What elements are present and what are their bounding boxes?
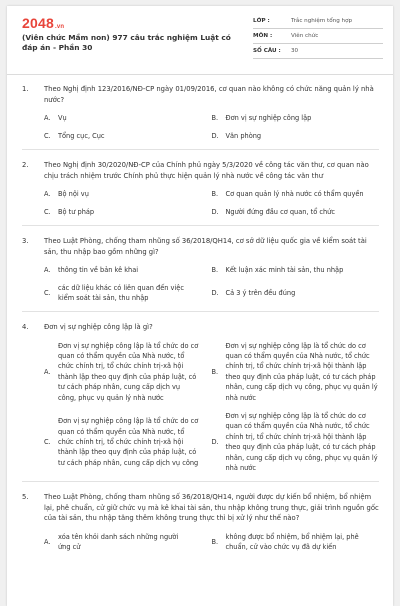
option-a[interactable]: A. xóa tên khỏi danh sách những người ứng cử — [44, 532, 179, 551]
question-divider — [22, 311, 379, 312]
option-a[interactable]: A. Bộ nội vụ — [44, 190, 89, 198]
option-b[interactable]: B. Đơn vị sự nghiệp công lập là tổ chức do cơ quan có thẩm quyền của Nhà nước, tổ chức chính trị, tổ chức chính trị-xã hội thành lập theo quy định của pháp luật, có tư cách pháp nhân, cung cấp dịch vụ công, phục vụ quản lý nhà nước — [211, 341, 378, 402]
option-c[interactable]: C. các dữ liệu khác có liên quan đến việc kiểm soát tài sản, thu nhập — [44, 284, 184, 302]
options — [22, 113, 379, 141]
option-d[interactable]: D. Người đứng đầu cơ quan, tổ chức — [211, 208, 335, 216]
option-b[interactable]: B. Kết luận xác minh tài sản, thu nhập — [211, 266, 344, 274]
question-4 — [7, 322, 393, 482]
option-a[interactable]: A. Vụ — [44, 114, 67, 122]
question-text: 3. Theo Luật Phòng, chống tham nhũng số 36/2018/QH14, cơ sở dữ liệu quốc gia về kiểm soát tài sản, thu nhập bao gồm những gì? — [22, 237, 367, 256]
option-c[interactable]: C. Đơn vị sự nghiệp công lập là tổ chức do cơ quan có thẩm quyền của Nhà nước, tổ chức chính trị, tổ chức chính trị-xã hội thành lập theo quy định của pháp luật, có tư cách pháp nhân, cung cấp dịch vụ công — [44, 417, 199, 467]
question-1 — [7, 84, 393, 150]
option-b[interactable]: B. Cơ quan quản lý nhà nước có thẩm quyền — [211, 190, 364, 198]
option-b[interactable]: B. Đơn vị sự nghiệp công lập — [211, 114, 312, 122]
question-5 — [7, 492, 393, 552]
options — [22, 532, 379, 552]
question-text: 4. Đơn vị sự nghiệp công lập là gì? — [22, 323, 153, 331]
document-title: (Viên chức Mầm non) 977 câu trắc nghiệm Luật có đáp án - Phần 30 — [22, 33, 231, 52]
site-logo[interactable]: 2048.vn — [22, 15, 65, 31]
options — [22, 265, 379, 303]
option-c[interactable]: C. Bộ tư pháp — [44, 208, 95, 216]
question-divider — [22, 481, 379, 482]
question-text: 2. Theo Nghị định 30/2020/NĐ-CP của Chính phủ ngày 5/3/2020 về công tác văn thư, cơ quan nào chịu trách nhiệm trước Chính phủ thực hiện quản lý nhà nước về công tác văn thư — [22, 161, 369, 180]
meta-row-count: SỐ CÂU : 30 — [253, 44, 383, 59]
meta-row-subject: MÔN : Viên chức — [253, 29, 383, 44]
meta-panel — [253, 14, 383, 59]
question-3 — [7, 236, 393, 312]
document-header — [7, 6, 393, 68]
option-a[interactable]: A. thông tin về bản kê khai — [44, 266, 139, 274]
question-text: 5. Theo Luật Phòng, chống tham nhũng số 36/2018/QH14, người được dự kiến bổ nhiệm, bổ nhiệm lại, phê chuẩn, cử giữ chức vụ mà kê khai tài sản, thu nhập không trung thực, giải trình nguồn gốc của tài sản, thu nhập tăng thêm không trung thực thì bị xử lý như thế nào? — [22, 493, 379, 523]
header-divider — [7, 74, 393, 75]
question-divider — [22, 149, 379, 150]
question-divider — [22, 225, 379, 226]
option-a[interactable]: A. Đơn vị sự nghiệp công lập là tổ chức do cơ quan có thẩm quyền của Nhà nước, tổ chức chính trị, tổ chức chính trị-xã hội thành lập theo quy định của pháp luật, có tư cách pháp nhân, cung cấp dịch vụ công, phục vụ quản lý nhà nước — [44, 341, 199, 402]
question-list — [7, 84, 393, 560]
question-2 — [7, 160, 393, 226]
options — [22, 189, 379, 217]
meta-row-class: LỚP : Trắc nghiệm tổng hợp — [253, 14, 383, 29]
option-b[interactable]: B. không được bổ nhiệm, bổ nhiệm lại, phê chuẩn, cử vào chức vụ đã dự kiến — [211, 532, 359, 551]
question-text: 1. Theo Nghị định 123/2016/NĐ-CP ngày 01/09/2016, cơ quan nào không có chức năng quản lý nhà nước? — [22, 85, 374, 104]
options — [22, 341, 379, 474]
option-d[interactable]: D. Đơn vị sự nghiệp công lập là tổ chức do cơ quan có thẩm quyền của Nhà nước, tổ chức chính trị, tổ chức chính trị-xã hội thành lập theo quy định của pháp luật, có tư cách pháp nhân, cung cấp dịch vụ công, phục vụ quản lý nhà nước — [211, 411, 378, 472]
option-d[interactable]: D. Văn phòng — [211, 132, 262, 140]
option-d[interactable]: D. Cả 3 ý trên đều đúng — [211, 289, 296, 297]
document-page — [7, 6, 393, 606]
option-c[interactable]: C. Tổng cục, Cục — [44, 132, 105, 140]
